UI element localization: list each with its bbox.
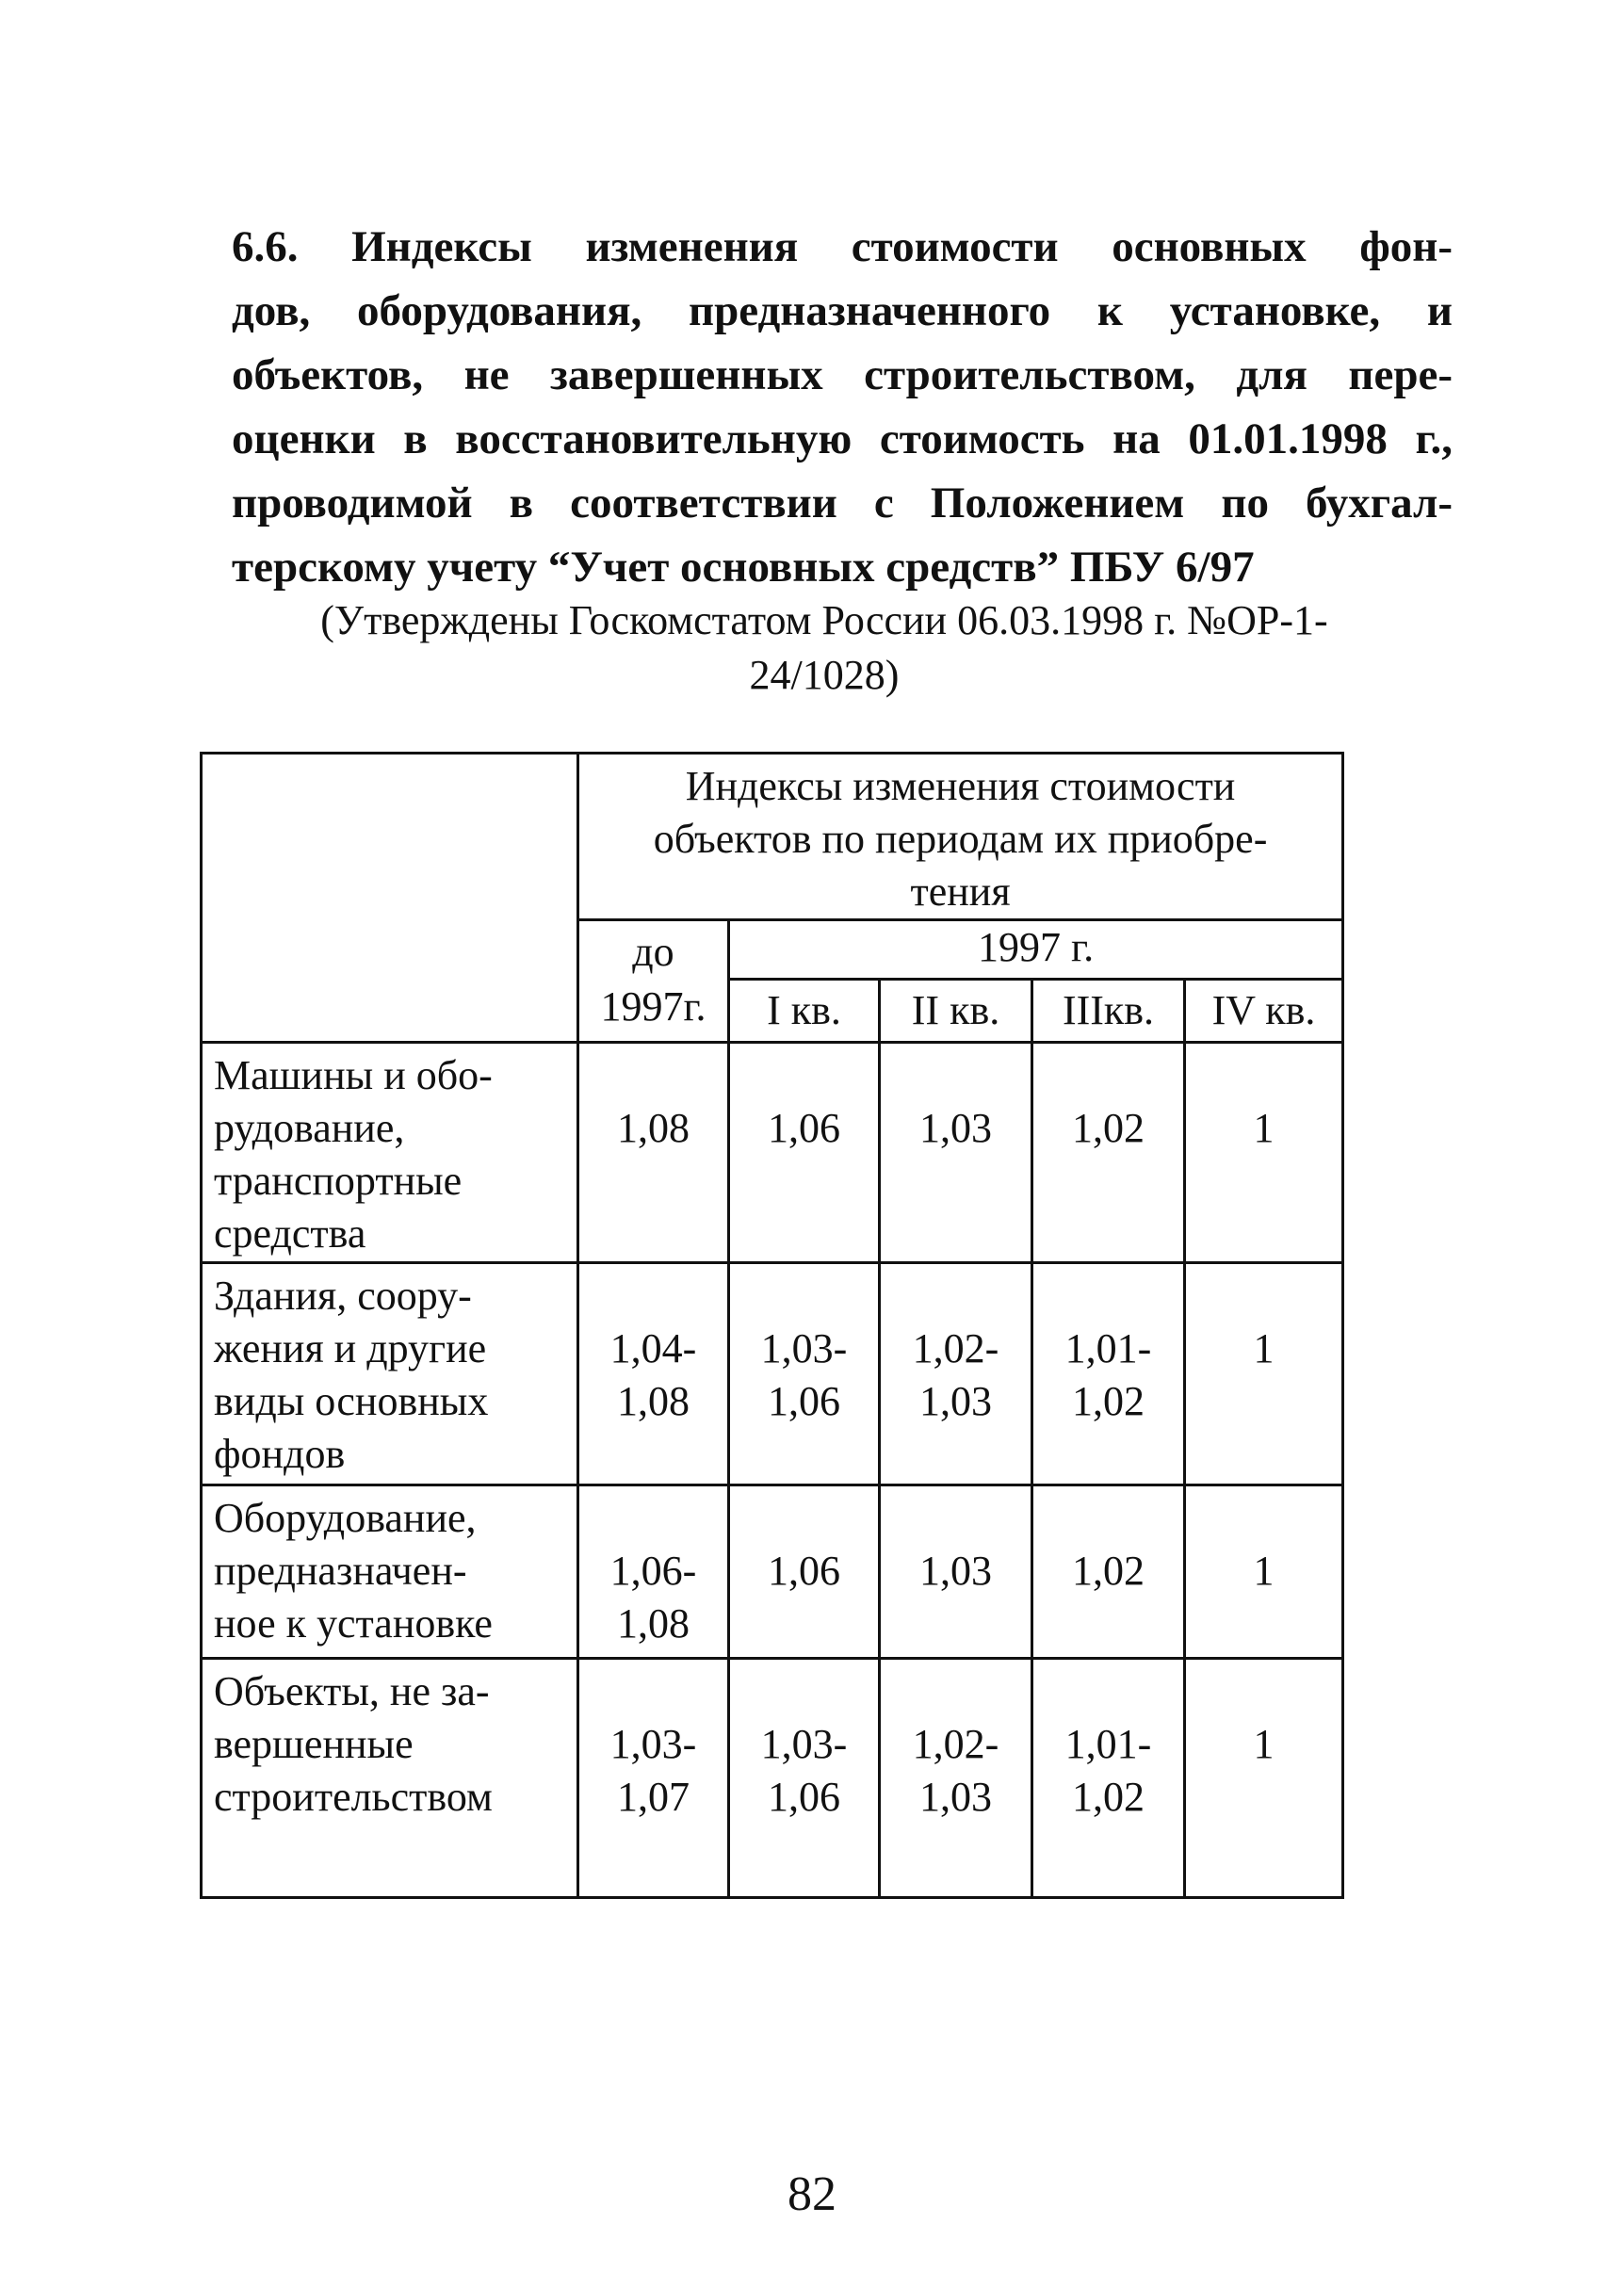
value-text: 1,06 [768, 1774, 840, 1820]
value-cell [1185, 1659, 1343, 1898]
row-label [202, 1485, 578, 1659]
value-text: 1,08 [617, 1105, 690, 1151]
heading-line: терскому учету “Учет основных средств” ПБУ 6/97 [232, 543, 1255, 592]
value-cell [729, 1485, 880, 1659]
value-text: 1,01- [1064, 1325, 1152, 1371]
value-text: 1,06 [768, 1378, 840, 1424]
table-row [202, 1263, 1343, 1485]
label-line: Машины и обо- [214, 1052, 493, 1098]
value-text: 1,03 [919, 1105, 992, 1151]
value-text: 1,03 [919, 1774, 992, 1820]
value-cell [578, 1263, 729, 1485]
value-text: 1,06 [768, 1105, 840, 1151]
label-line: виды основных [214, 1378, 489, 1424]
label-line: вершенные [214, 1721, 414, 1767]
label-line: фондов [214, 1431, 346, 1477]
column-header-before-1997 [578, 920, 729, 1043]
label-line: Объекты, не за- [214, 1668, 490, 1714]
heading-line: дов, оборудования, предназначенного к установке, и [232, 286, 1453, 335]
row-label [202, 1043, 578, 1263]
value-text: 1,08 [617, 1378, 690, 1424]
label-line: ное к установке [214, 1600, 493, 1647]
column-group-header [578, 754, 1343, 920]
label-line: транспортные [214, 1158, 463, 1204]
value-text: 1 [1253, 1548, 1275, 1594]
page-number: 82 [788, 2167, 836, 2221]
value-text: 1,02 [1072, 1774, 1145, 1820]
label-line: предназначен- [214, 1548, 467, 1594]
value-cell [1185, 1263, 1343, 1485]
value-text: 1,02- [912, 1325, 999, 1371]
table-row [202, 1043, 1343, 1263]
heading-line: оценки в восстановительную стоимость на 01.01.1998 г., [232, 414, 1453, 463]
value-text: 1,02 [1072, 1378, 1145, 1424]
value-text: 1,06- [609, 1548, 697, 1594]
value-cell [729, 1659, 880, 1898]
header-text: объектов по периодам их приобре- [653, 816, 1268, 862]
column-header-q2: II кв. [880, 980, 1032, 1043]
value-cell [578, 1659, 729, 1898]
heading-line: проводимой в соответствии с Положением по бухгал- [232, 479, 1453, 527]
value-text: 1,03 [919, 1378, 992, 1424]
value-cell [1032, 1043, 1185, 1263]
value-text: 1,07 [617, 1774, 690, 1820]
value-cell [729, 1263, 880, 1485]
label-line: средства [214, 1210, 366, 1257]
approval-line: 24/1028) [749, 652, 900, 698]
value-cell [1032, 1263, 1185, 1485]
heading-line: объектов, не завершенных строительством, для пере- [232, 350, 1453, 399]
column-header-q3: IIIкв. [1032, 980, 1185, 1043]
value-text: 1,02 [1072, 1105, 1145, 1151]
value-text: 1,03- [760, 1721, 848, 1767]
value-text: 1,01- [1064, 1721, 1152, 1767]
value-cell [880, 1043, 1032, 1263]
header-text: 1997г. [600, 983, 706, 1030]
column-header-q1: I кв. [729, 980, 880, 1043]
value-text: 1 [1253, 1325, 1275, 1371]
value-cell [1185, 1485, 1343, 1659]
label-line: жения и другие [214, 1325, 487, 1371]
label-line: Здания, соору- [214, 1273, 472, 1319]
value-cell [1032, 1659, 1185, 1898]
header-text: до [632, 929, 674, 975]
value-text: 1,08 [617, 1600, 690, 1647]
column-header-q4: IV кв. [1185, 980, 1343, 1043]
table-corner-cell [202, 754, 578, 1043]
value-text: 1,02- [912, 1721, 999, 1767]
value-cell [880, 1485, 1032, 1659]
value-text: 1 [1253, 1105, 1275, 1151]
approval-line: (Утверждены Госкомстатом России 06.03.1998 г. №ОР-1- [320, 597, 1328, 643]
value-text: 1,06 [768, 1548, 840, 1594]
heading-line: 6.6. Индексы изменения стоимости основных фон- [232, 222, 1453, 271]
section-heading [232, 215, 1453, 599]
table-row [202, 1485, 1343, 1659]
row-label [202, 1263, 578, 1485]
table-row [202, 1659, 1343, 1898]
index-table [200, 752, 1344, 1899]
label-line: Оборудование, [214, 1495, 477, 1541]
value-cell [1185, 1043, 1343, 1263]
value-cell [578, 1485, 729, 1659]
value-text: 1,03- [609, 1721, 697, 1767]
header-text: Индексы изменения стоимости [685, 763, 1236, 809]
value-text: 1,04- [609, 1325, 697, 1371]
value-cell [880, 1659, 1032, 1898]
label-line: рудование, [214, 1105, 405, 1151]
header-text: тения [910, 868, 1011, 915]
column-header-year: 1997 г. [729, 920, 1343, 980]
value-text: 1,03 [919, 1548, 992, 1594]
value-text: 1,03- [760, 1325, 848, 1371]
row-label [202, 1659, 578, 1898]
label-line: строительством [214, 1774, 493, 1820]
value-cell [880, 1263, 1032, 1485]
value-cell [729, 1043, 880, 1263]
approval-note [188, 593, 1460, 703]
value-text: 1,02 [1072, 1548, 1145, 1594]
value-text: 1 [1253, 1721, 1275, 1767]
value-cell [1032, 1485, 1185, 1659]
value-cell [578, 1043, 729, 1263]
